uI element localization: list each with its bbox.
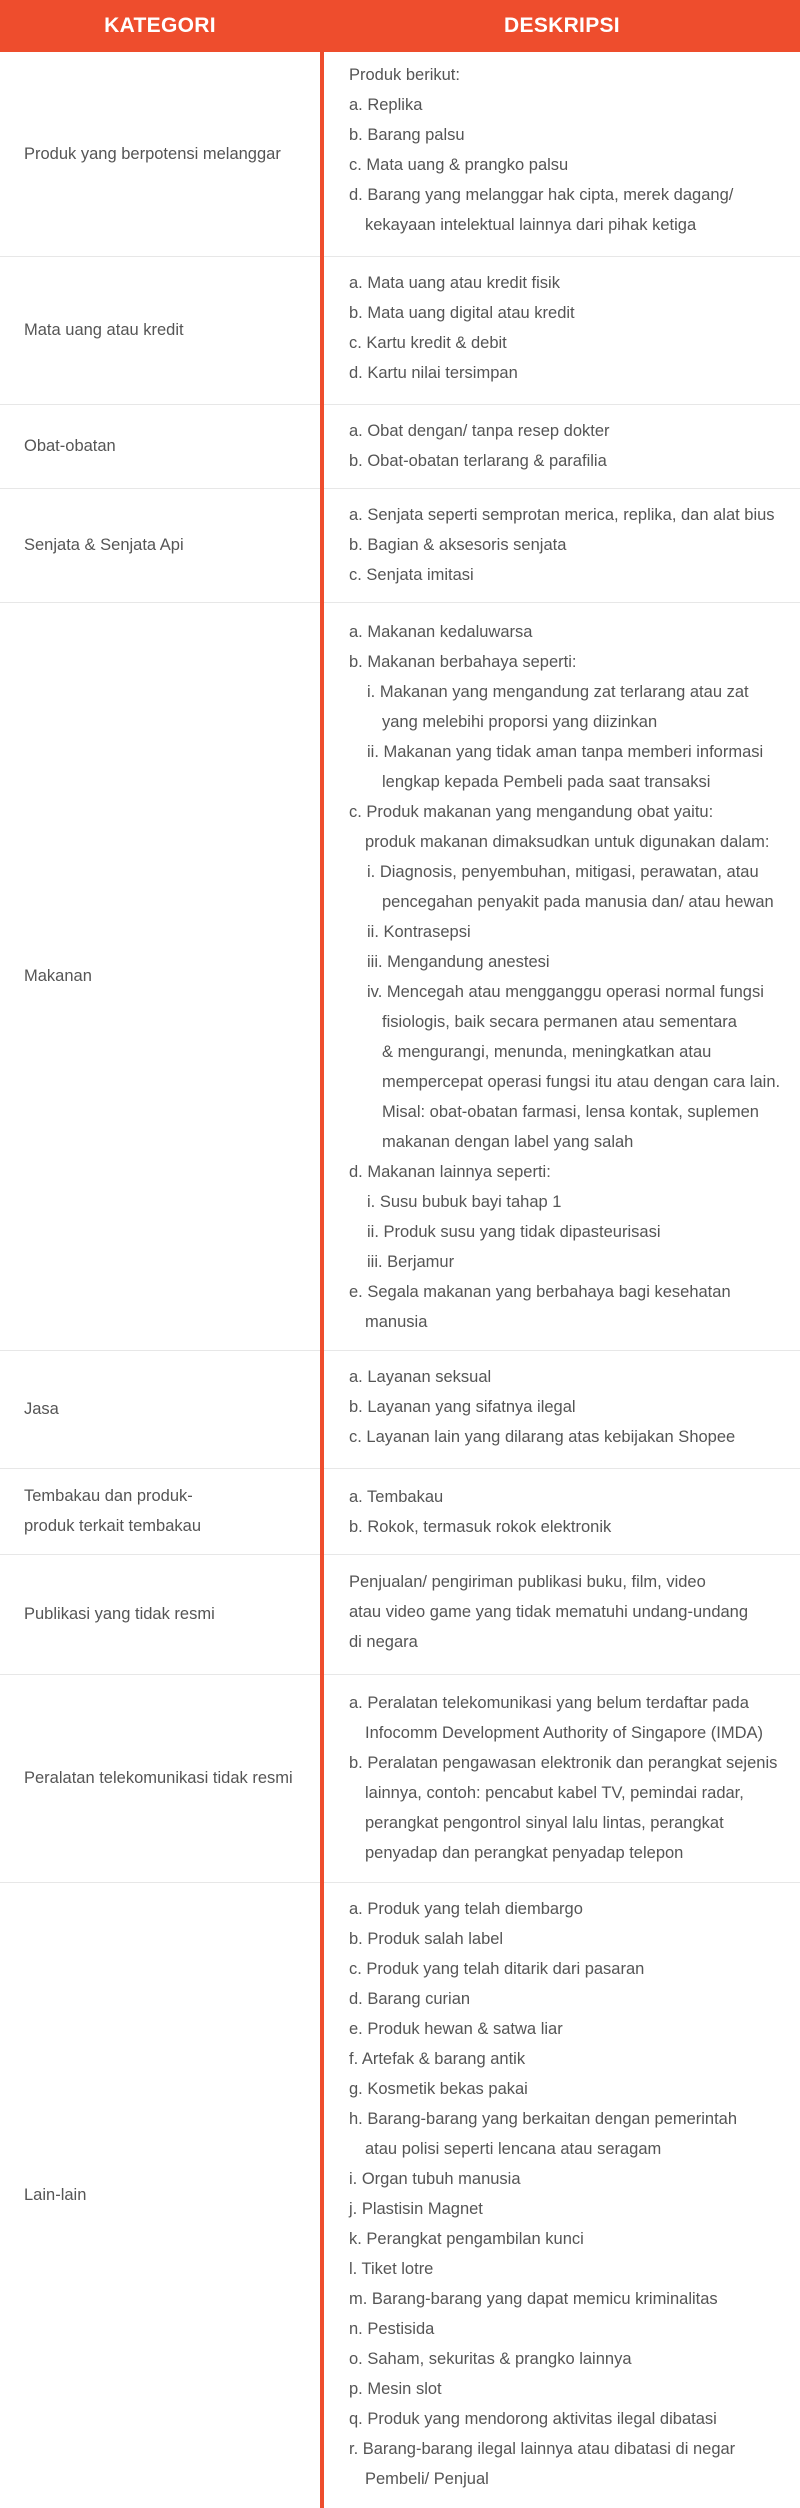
description-cell [349,60,789,240]
description-line: b. Rokok, termasuk rokok elektronik [349,1518,612,1536]
description-line: a. Makanan kedaluwarsa [349,623,533,641]
description-line: c. Produk yang telah ditarik dari pasaran [349,1960,645,1978]
description-line: a. Replika [349,96,423,114]
description-line: atau video game yang tidak mematuhi undang-undang [349,1603,749,1621]
description-line: mempercepat operasi fungsi itu atau dengan cara lain. [382,1073,781,1091]
row-separator [0,404,320,405]
description-line: ii. Makanan yang tidak aman tanpa memberi informasi [367,743,764,761]
description-line: perangkat pengontrol sinyal lalu lintas, perangkat [365,1814,724,1832]
description-line: ii. Produk susu yang tidak dipasteurisasi [367,1223,661,1241]
row-separator [324,256,800,257]
row-separator [324,1468,800,1469]
description-line: Misal: obat-obatan farmasi, lensa kontak, suplemen [382,1103,759,1121]
description-line: e. Segala makanan yang berbahaya bagi kesehatan [349,1283,731,1301]
description-line: a. Mata uang atau kredit fisik [349,274,560,292]
description-line: yang melebihi proporsi yang diizinkan [382,713,658,731]
description-line: a. Layanan seksual [349,1368,492,1386]
category-cell: Makanan [24,967,92,985]
row-separator [324,602,800,603]
category-cell: Mata uang atau kredit [24,321,184,339]
description-line: i. Diagnosis, penyembuhan, mitigasi, perawatan, atau [367,863,759,881]
description-line: Produk berikut: [349,66,460,84]
description-line: l. Tiket lotre [349,2260,434,2278]
description-line: b. Makanan berbahaya seperti: [349,653,577,671]
row-separator [0,1554,320,1555]
description-line: fisiologis, baik secara permanen atau sementara [382,1013,737,1031]
row-separator [0,488,320,489]
description-line: r. Barang-barang ilegal lainnya atau dibatasi di negar [349,2440,736,2458]
header-kategori: KATEGORI [104,14,216,37]
description-line: d. Barang curian [349,1990,471,2008]
description-cell [349,1362,789,1452]
header-deskripsi: DESKRIPSI [504,14,620,37]
description-line: lainnya, contoh: pencabut kabel TV, pemindai radar, [365,1784,744,1802]
row-separator [324,1674,800,1675]
description-line: p. Mesin slot [349,2380,442,2398]
category-cell: Peralatan telekomunikasi tidak resmi [24,1769,293,1787]
description-line: & mengurangi, menunda, meningkatkan atau [382,1043,712,1061]
description-line: c. Produk makanan yang mengandung obat yaitu: [349,803,714,821]
description-cell [349,1482,789,1542]
description-cell [349,268,789,388]
row-separator [0,1468,320,1469]
description-line: ii. Kontrasepsi [367,923,471,941]
description-cell [349,617,789,1337]
description-line: a. Tembakau [349,1488,444,1506]
description-line: o. Saham, sekuritas & prangko lainnya [349,2350,632,2368]
description-line: c. Mata uang & prangko palsu [349,156,569,174]
description-line: makanan dengan label yang salah [382,1133,634,1151]
description-line: iv. Mencegah atau mengganggu operasi normal fungsi [367,983,764,1001]
category-cell: Jasa [24,1400,59,1418]
description-line: c. Senjata imitasi [349,566,474,584]
category-cell: Obat-obatan [24,437,116,455]
description-cell [349,1567,789,1657]
description-line: b. Barang palsu [349,126,465,144]
description-line: pencegahan penyakit pada manusia dan/ atau hewan [382,893,774,911]
description-line: i. Susu bubuk bayi tahap 1 [367,1193,562,1211]
description-line: n. Pestisida [349,2320,435,2338]
category-cell: Tembakau dan produk-produk terkait tembakau [24,1487,202,1535]
description-line: kekayaan intelektual lainnya dari pihak ketiga [365,216,697,234]
description-line: c. Layanan lain yang dilarang atas kebijakan Shopee [349,1428,736,1446]
description-line: e. Produk hewan & satwa liar [349,2020,563,2038]
row-separator [0,256,320,257]
description-line: atau polisi seperti lencana atau seragam [365,2140,662,2158]
description-line: j. Plastisin Magnet [349,2200,483,2218]
description-line: a. Produk yang telah diembargo [349,1900,583,1918]
description-line: c. Kartu kredit & debit [349,334,507,352]
row-separator [0,1674,320,1675]
category-cell: Publikasi yang tidak resmi [24,1605,215,1623]
description-cell [349,1688,789,1868]
description-line: m. Barang-barang yang dapat memicu kriminalitas [349,2290,718,2308]
description-line: i. Organ tubuh manusia [349,2170,521,2188]
category-cell: Senjata & Senjata Api [24,536,184,554]
description-line: penyadap dan perangkat penyadap telepon [365,1844,684,1862]
description-line: g. Kosmetik bekas pakai [349,2080,528,2098]
description-line: iii. Berjamur [367,1253,455,1271]
description-line: a. Senjata seperti semprotan merica, replika, dan alat bius [349,506,775,524]
description-line: b. Peralatan pengawasan elektronik dan perangkat sejenis [349,1754,778,1772]
row-separator [324,1554,800,1555]
description-line: Penjualan/ pengiriman publikasi buku, film, video [349,1573,706,1591]
row-separator [324,488,800,489]
description-line: Pembeli/ Penjual [365,2470,489,2488]
description-line: d. Makanan lainnya seperti: [349,1163,551,1181]
row-separator [324,1350,800,1351]
description-cell [349,416,789,476]
description-line: iii. Mengandung anestesi [367,953,550,971]
description-line: i. Makanan yang mengandung zat terlarang atau zat [367,683,749,701]
description-line: d. Kartu nilai tersimpan [349,364,518,382]
description-line: a. Peralatan telekomunikasi yang belum terdaftar pada [349,1694,749,1712]
description-line: b. Obat-obatan terlarang & parafilia [349,452,607,470]
description-line: d. Barang yang melanggar hak cipta, merek dagang/ [349,186,734,204]
description-line: a. Obat dengan/ tanpa resep dokter [349,422,610,440]
description-line: b. Layanan yang sifatnya ilegal [349,1398,576,1416]
description-cell [349,500,789,590]
description-line: b. Bagian & aksesoris senjata [349,536,567,554]
row-separator [324,404,800,405]
description-line: produk makanan dimaksudkan untuk digunakan dalam: [365,833,770,851]
row-separator [0,1350,320,1351]
category-cell: Lain-lain [24,2186,87,2204]
category-cell: Produk yang berpotensi melanggar [24,145,281,163]
column-divider [320,0,324,2508]
description-line: b. Mata uang digital atau kredit [349,304,575,322]
row-separator [324,1882,800,1883]
description-line: Infocomm Development Authority of Singapore (IMDA) [365,1724,764,1742]
description-line: f. Artefak & barang antik [349,2050,526,2068]
description-line: lengkap kepada Pembeli pada saat transaksi [382,773,711,791]
description-cell [349,1894,789,2494]
description-line: h. Barang-barang yang berkaitan dengan pemerintah [349,2110,738,2128]
description-line: b. Produk salah label [349,1930,504,1948]
description-line: q. Produk yang mendorong aktivitas ilegal dibatasi [349,2410,717,2428]
table-header [0,0,800,52]
row-separator [0,602,320,603]
description-line: k. Perangkat pengambilan kunci [349,2230,584,2248]
row-separator [0,1882,320,1883]
description-line: di negara [349,1633,418,1651]
description-line: manusia [365,1313,428,1331]
